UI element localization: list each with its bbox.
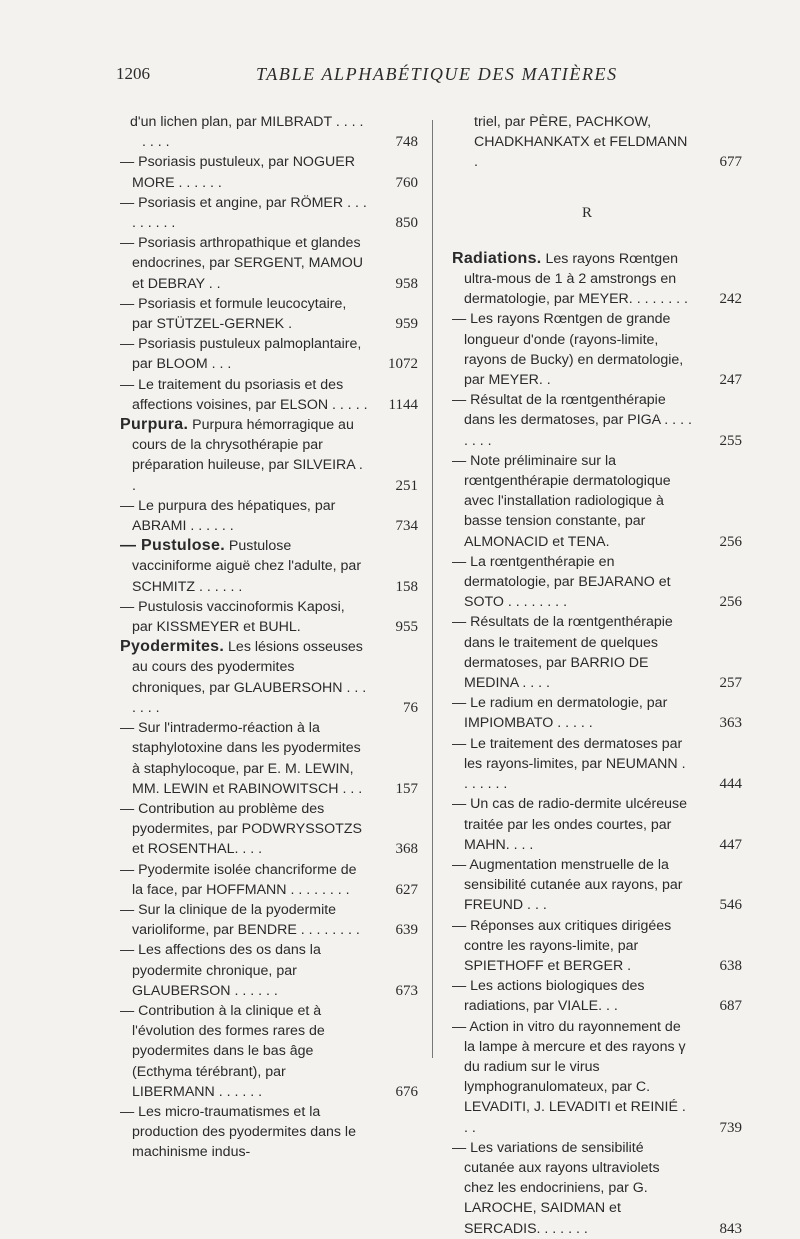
index-entry [120, 799, 418, 860]
entry-body: — Sur la clinique de la pyodermite varioliforme, par BENDRE . . . . . . . . [120, 901, 360, 939]
entry-page: 638 [719, 957, 742, 974]
index-entry [452, 612, 742, 693]
index-entry [120, 112, 418, 152]
entry-body: — Sur l'intradermo-réaction à la staphylotoxine dans les pyodermites à staphylocoque, par E. M. LEWIN, MM. LEWIN et RABINOWITSCH . . . [120, 720, 363, 797]
entry-page: 255 [719, 432, 742, 449]
entry-body: — Contribution à la clinique et à l'évolution des formes rares de pyodermites dans le bas âge (Ecthyma térébrant), par LIBERMANN . . . . . . [120, 1002, 325, 1100]
entry-text [452, 390, 742, 451]
entry-body: — Les rayons Rœntgen de grande longueur d'onde (rayons-limite, rayons de Bucky) en dermatologie, par MEYER. . [452, 311, 684, 389]
entry-text [452, 451, 742, 552]
entry-body: — Augmentation menstruelle de la sensibilité cutanée aux rayons, par FREUND . . . [452, 856, 683, 914]
entry-page: 257 [719, 675, 742, 692]
entry-body: Les lésions osseuses au cours des pyodermites chroniques, par GLAUBERSOHN . . . . . . . [132, 639, 367, 716]
entry-page: 242 [719, 291, 742, 308]
entry-text [452, 552, 742, 613]
entry-page: 76 [403, 699, 418, 716]
index-entry [452, 249, 742, 310]
entry-page: 251 [395, 477, 418, 494]
entry-body: Purpura hémorragique au cours de la chrysothérapie par préparation huileuse, par SILVEIRA . . [132, 417, 363, 494]
index-entry [452, 794, 742, 855]
entry-text [120, 536, 418, 597]
index-entry [452, 451, 742, 552]
index-entry [120, 193, 418, 233]
entry-text [120, 193, 418, 233]
entry-page: 673 [395, 982, 418, 999]
index-entry [120, 940, 418, 1001]
index-entry [120, 718, 418, 799]
entry-body: — Résultat de la rœntgenthérapie dans les dermatoses, par PIGA . . . . . . . . [452, 392, 692, 449]
entry-text [120, 294, 418, 334]
index-entry [120, 415, 418, 496]
entry-text [120, 375, 418, 415]
entry-page: 739 [719, 1119, 742, 1136]
entry-body: — Pustulosis vaccinoformis Kaposi, par KISSMEYER et BUHL. [120, 598, 345, 636]
entry-body: — Psoriasis arthropathique et glandes endocrines, par SERGENT, MAMOU et DEBRAY . . [120, 235, 364, 292]
entry-headword: — Pustulose. [120, 537, 225, 555]
left-column [120, 112, 418, 1163]
entry-text [120, 940, 418, 1001]
entry-text [452, 612, 742, 693]
entry-body: — Les variations de sensibilité cutanée aux rayons ultraviolets chez les endocriniens, par G. LAROCHE, SAIDMAN et SERCADIS. . . . . . . [452, 1139, 660, 1237]
index-entry [452, 309, 742, 390]
index-entry [452, 552, 742, 613]
entry-page: 247 [719, 372, 742, 389]
index-entry [120, 900, 418, 940]
entry-text [120, 496, 418, 536]
entry-page: 959 [395, 316, 418, 333]
section-letter: R [581, 204, 592, 221]
right-column [452, 112, 742, 1239]
entry-text [120, 152, 418, 192]
entry-page: 444 [719, 776, 742, 793]
entry-body: — Le traitement du psoriasis et des affections voisines, par ELSON . . . . . [120, 376, 368, 413]
entry-body: — Résultats de la rœntgenthérapie dans le traitement de quelques dermatoses, par BARRIO DE MEDINA . . . . [452, 614, 673, 692]
entry-text [120, 718, 418, 799]
entry-page: 363 [719, 715, 742, 732]
entry-page: 158 [395, 578, 418, 595]
entry-page: 677 [719, 154, 742, 171]
index-entry [120, 375, 418, 415]
entry-body: — Action in vitro du rayonnement de la lampe à mercure et des rayons γ du radium sur le virus lymphogranulomateux, par C. LEVADITI, J. LEVADITI et REINIÉ . . . [452, 1018, 686, 1136]
entry-page: 958 [395, 275, 418, 292]
page-header [116, 64, 690, 94]
index-entry [120, 496, 418, 536]
entry-page: 639 [395, 922, 418, 939]
entry-body: — Le purpura des hépatiques, par ABRAMI . . . . . . [120, 497, 336, 535]
entry-page: 850 [395, 215, 418, 232]
index-entry [452, 916, 742, 977]
entry-body: — Note préliminaire sur la rœntgenthérapie dermatologique avec l'installation radiologique à basse tension constante, par ALMONACID et TENA. [452, 452, 671, 550]
index-entry [120, 597, 418, 637]
entry-page: 748 [395, 134, 418, 151]
page-number: 1206 [116, 64, 150, 83]
index-entry [452, 855, 742, 916]
index-entry [120, 1001, 418, 1102]
entry-page: 627 [395, 881, 418, 898]
entry-text [120, 1001, 418, 1102]
entry-text [452, 855, 742, 916]
entry-text [120, 415, 418, 496]
entry-text [120, 112, 418, 152]
index-entry [452, 390, 742, 451]
entry-headword: Radiations. [452, 249, 542, 267]
index-entry [452, 734, 742, 795]
entry-page: 687 [719, 998, 742, 1015]
entry-body: — Réponses aux critiques dirigées contre les rayons-limite, par SPIETHOFF et BERGER . [452, 917, 672, 974]
entry-text [452, 976, 742, 1016]
index-entry [452, 693, 742, 733]
entry-page: 368 [395, 841, 418, 858]
index-entry [120, 334, 418, 374]
index-entry [120, 637, 418, 718]
entry-text [452, 309, 742, 390]
index-entry [452, 976, 742, 1016]
entry-text: triel, par PÈRE, PACHKOW, CHADKHANKATX et FELDMANN . [474, 114, 688, 171]
index-entry [120, 152, 418, 192]
entry-page: 955 [395, 619, 418, 636]
entry-body: — Les micro-traumatismes et la production des pyodermites dans le machinisme indus- [120, 1103, 356, 1161]
entry-page: 447 [719, 836, 742, 853]
entry-text [452, 249, 742, 310]
entry-body: — Un cas de radio-dermite ulcéreuse traitée par les ondes courtes, par MAHN. . . . [452, 796, 687, 853]
entry-page: 1144 [388, 396, 418, 413]
index-entry [120, 294, 418, 334]
index-entry [120, 536, 418, 597]
index-entry [120, 860, 418, 900]
entry-headword: Purpura. [120, 416, 189, 434]
entry-page: 256 [719, 594, 742, 611]
index-entry [452, 1138, 742, 1239]
entry-page: 760 [395, 174, 418, 191]
entry-text [452, 1138, 742, 1239]
running-title: TABLE ALPHABÉTIQUE DES MATIÈRES [256, 64, 618, 84]
entry-body: — Psoriasis pustuleux, par NOGUER MORE . . . . . . [120, 154, 355, 191]
entry-page: 734 [395, 518, 418, 535]
entry-text [452, 1017, 742, 1138]
entry-text [120, 799, 418, 860]
entry-page: 256 [719, 533, 742, 550]
index-entry [452, 112, 742, 173]
entry-headword: Pyodermites. [120, 638, 225, 656]
entry-text [120, 637, 418, 718]
entry-page: 1072 [388, 356, 418, 373]
index-entry [120, 1102, 418, 1163]
entry-page: 157 [395, 780, 418, 797]
entry-text [120, 334, 418, 374]
entry-text [452, 916, 742, 977]
entry-text [120, 233, 418, 294]
entry-body: — Psoriasis et angine, par RÖMER . . . . . . . . . [120, 194, 367, 232]
entry-body: — Pyodermite isolée chancriforme de la face, par HOFFMANN . . . . . . . . [120, 861, 357, 898]
entry-text [452, 794, 742, 855]
column-divider [432, 120, 433, 1058]
entry-text [452, 734, 742, 795]
entry-text [120, 900, 418, 940]
entry-page: 843 [719, 1220, 742, 1237]
entry-body: — Le traitement des dermatoses par les rayons-limites, par NEUMANN . . . . . . . [452, 735, 686, 793]
entry-body: Les rayons Rœntgen ultra-mous de 1 à 2 amstrongs en dermatologie, par MEYER. . . . . . . . [464, 250, 688, 308]
entry-text [120, 1102, 418, 1163]
entry-body: d'un lichen plan, par MILBRADT . . . . . . . . [130, 114, 364, 151]
entry-body: Pustulose vacciniforme aiguë chez l'adulte, par SCHMITZ . . . . . . [132, 538, 362, 595]
entry-body: — Contribution au problème des pyodermites, par PODWRYSSOTZS et ROSENTHAL. . . . [120, 800, 362, 858]
entry-body: — Psoriasis et formule leucocytaire, par STÜTZEL-GERNEK . [120, 295, 347, 333]
entry-body: — Psoriasis pustuleux palmoplantaire, par BLOOM . . . [120, 336, 362, 373]
entry-text [120, 597, 418, 637]
entry-page: 546 [719, 897, 742, 914]
entry-text [452, 693, 742, 733]
index-entry [452, 1017, 742, 1138]
entry-page: 676 [395, 1083, 418, 1100]
entry-text [120, 860, 418, 900]
entry-body: — Les affections des os dans la pyodermite chronique, par GLAUBERSON . . . . . . [120, 942, 321, 999]
entry-body: — Le radium en dermatologie, par IMPIOMBATO . . . . . [452, 695, 668, 732]
entry-body: — La rœntgenthérapie en dermatologie, par BEJARANO et SOTO . . . . . . . . [452, 553, 671, 611]
entry-body: — Les actions biologiques des radiations, par VIALE. . . [452, 978, 645, 1015]
index-entry [120, 233, 418, 294]
